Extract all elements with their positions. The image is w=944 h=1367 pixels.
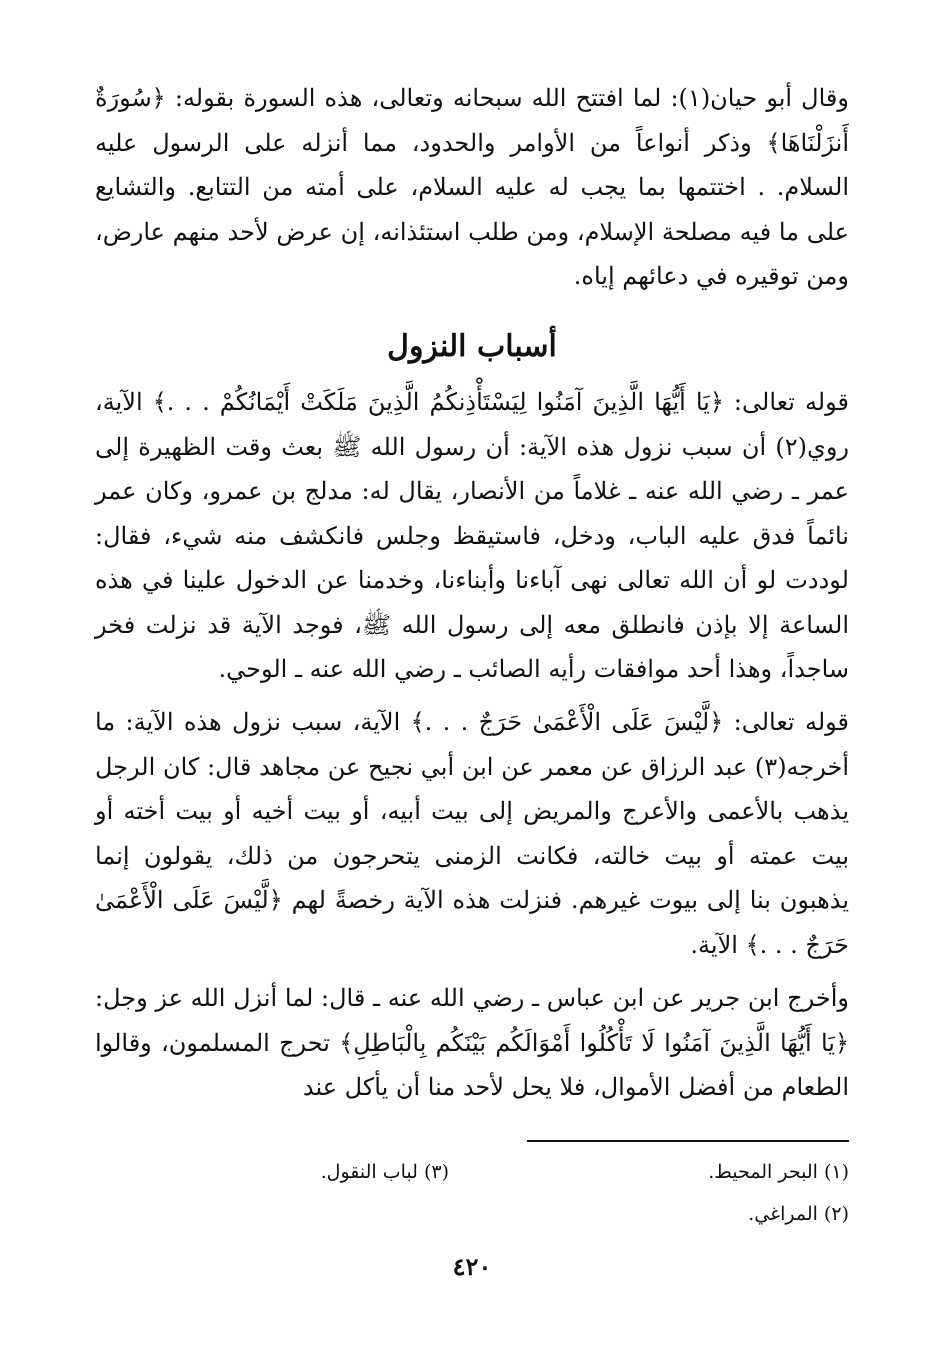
page-number: ٤٢٠ xyxy=(452,1252,492,1281)
paragraph-verse-blind: قوله تعالى: ﴿لَّيْسَ عَلَى الْأَعْمَىٰ حَرَجٌ . . .﴾ الآية، سبب نزول هذه الآية: ما أخرجه(٣) عبد الرزاق عن معمر عن ابن أبي نجيح عن مجاهد قال: كان الرجل يذهب بالأعمى والأعرج والمريض إلى بيت أبيه، أو بيت أخيه أو بيت أخته أو بيت عمته أو بيت خالته، فكانت الزمنى يتحرجون من ذلك، يقولون إنما يذهبون بنا إلى بيوت غيرهم. فنزلت هذه الآية رخصةً لهم ﴿لَّيْسَ عَلَى الْأَعْمَىٰ حَرَجٌ . . .﴾ الآية. xyxy=(95,708,849,959)
footnote-1: (١) البحر المحيط. xyxy=(708,1161,849,1183)
paragraph-verse-permission: قوله تعالى: ﴿يَا أَيُّهَا الَّذِينَ آمَنُوا لِيَسْتَأْذِنكُمُ الَّذِينَ مَلَكَتْ أَيْمَانُكُمْ . . .﴾ الآية، روي(٢) أن سبب نزول هذه الآية: أن رسول الله ﷺ بعث وقت الظهيرة إلى عمر ـ رضي الله عنه ـ غلاماً من الأنصار، يقال له: مدلج بن عمرو، وكان عمر نائماً فدق عليه الباب، ودخل، فاستيقظ وجلس فانكشف منه شيء، فقال: لوددت لو أن الله تعالى نهى آباءنا وأبناءنا، وخدمنا عن الدخول علينا في هذه الساعة إلا بإذن فانطلق معه إلى رسول الله ﷺ، فوجد الآية قد نزلت فخر ساجداً، وهذا أحد موافقات رأيه الصائب ـ رضي الله عنه ـ الوحي. xyxy=(95,388,849,683)
footnote-2: (٢) المراغي. xyxy=(748,1203,849,1225)
footnote-divider xyxy=(527,1140,849,1142)
intro-paragraph: وقال أبو حيان(١): لما افتتح الله سبحانه وتعالى، هذه السورة بقوله: ﴿سُورَةٌ أَنزَلْنَاهَا﴾ وذكر أنواعاً من الأوامر والحدود، مما أنزله على الرسول عليه السلام. . اختتمها بما يجب له عليه السلام، على أمته من التتابع. والتشايع على ما فيه مصلحة الإسلام، ومن طلب استئذانه، إن عرض لأحد منهم عارض، ومن توقيره في دعائهم إياه. xyxy=(95,84,849,290)
footnote-3: (٣) لباب النقول. xyxy=(320,1161,449,1183)
section-heading: أسباب النزول xyxy=(387,329,557,364)
paragraph-verse-wealth: وأخرج ابن جرير عن ابن عباس ـ رضي الله عنه ـ قال: لما أنزل الله عز وجل: ﴿يَا أَيُّهَا الَّذِينَ آمَنُوا لَا تَأْكُلُوا أَمْوَالَكُم بَيْنَكُم بِالْبَاطِلِ﴾ تحرج المسلمون، وقالوا الطعام من أفضل الأموال، فلا يحل لأحد منا أن يأكل عند xyxy=(95,984,849,1101)
